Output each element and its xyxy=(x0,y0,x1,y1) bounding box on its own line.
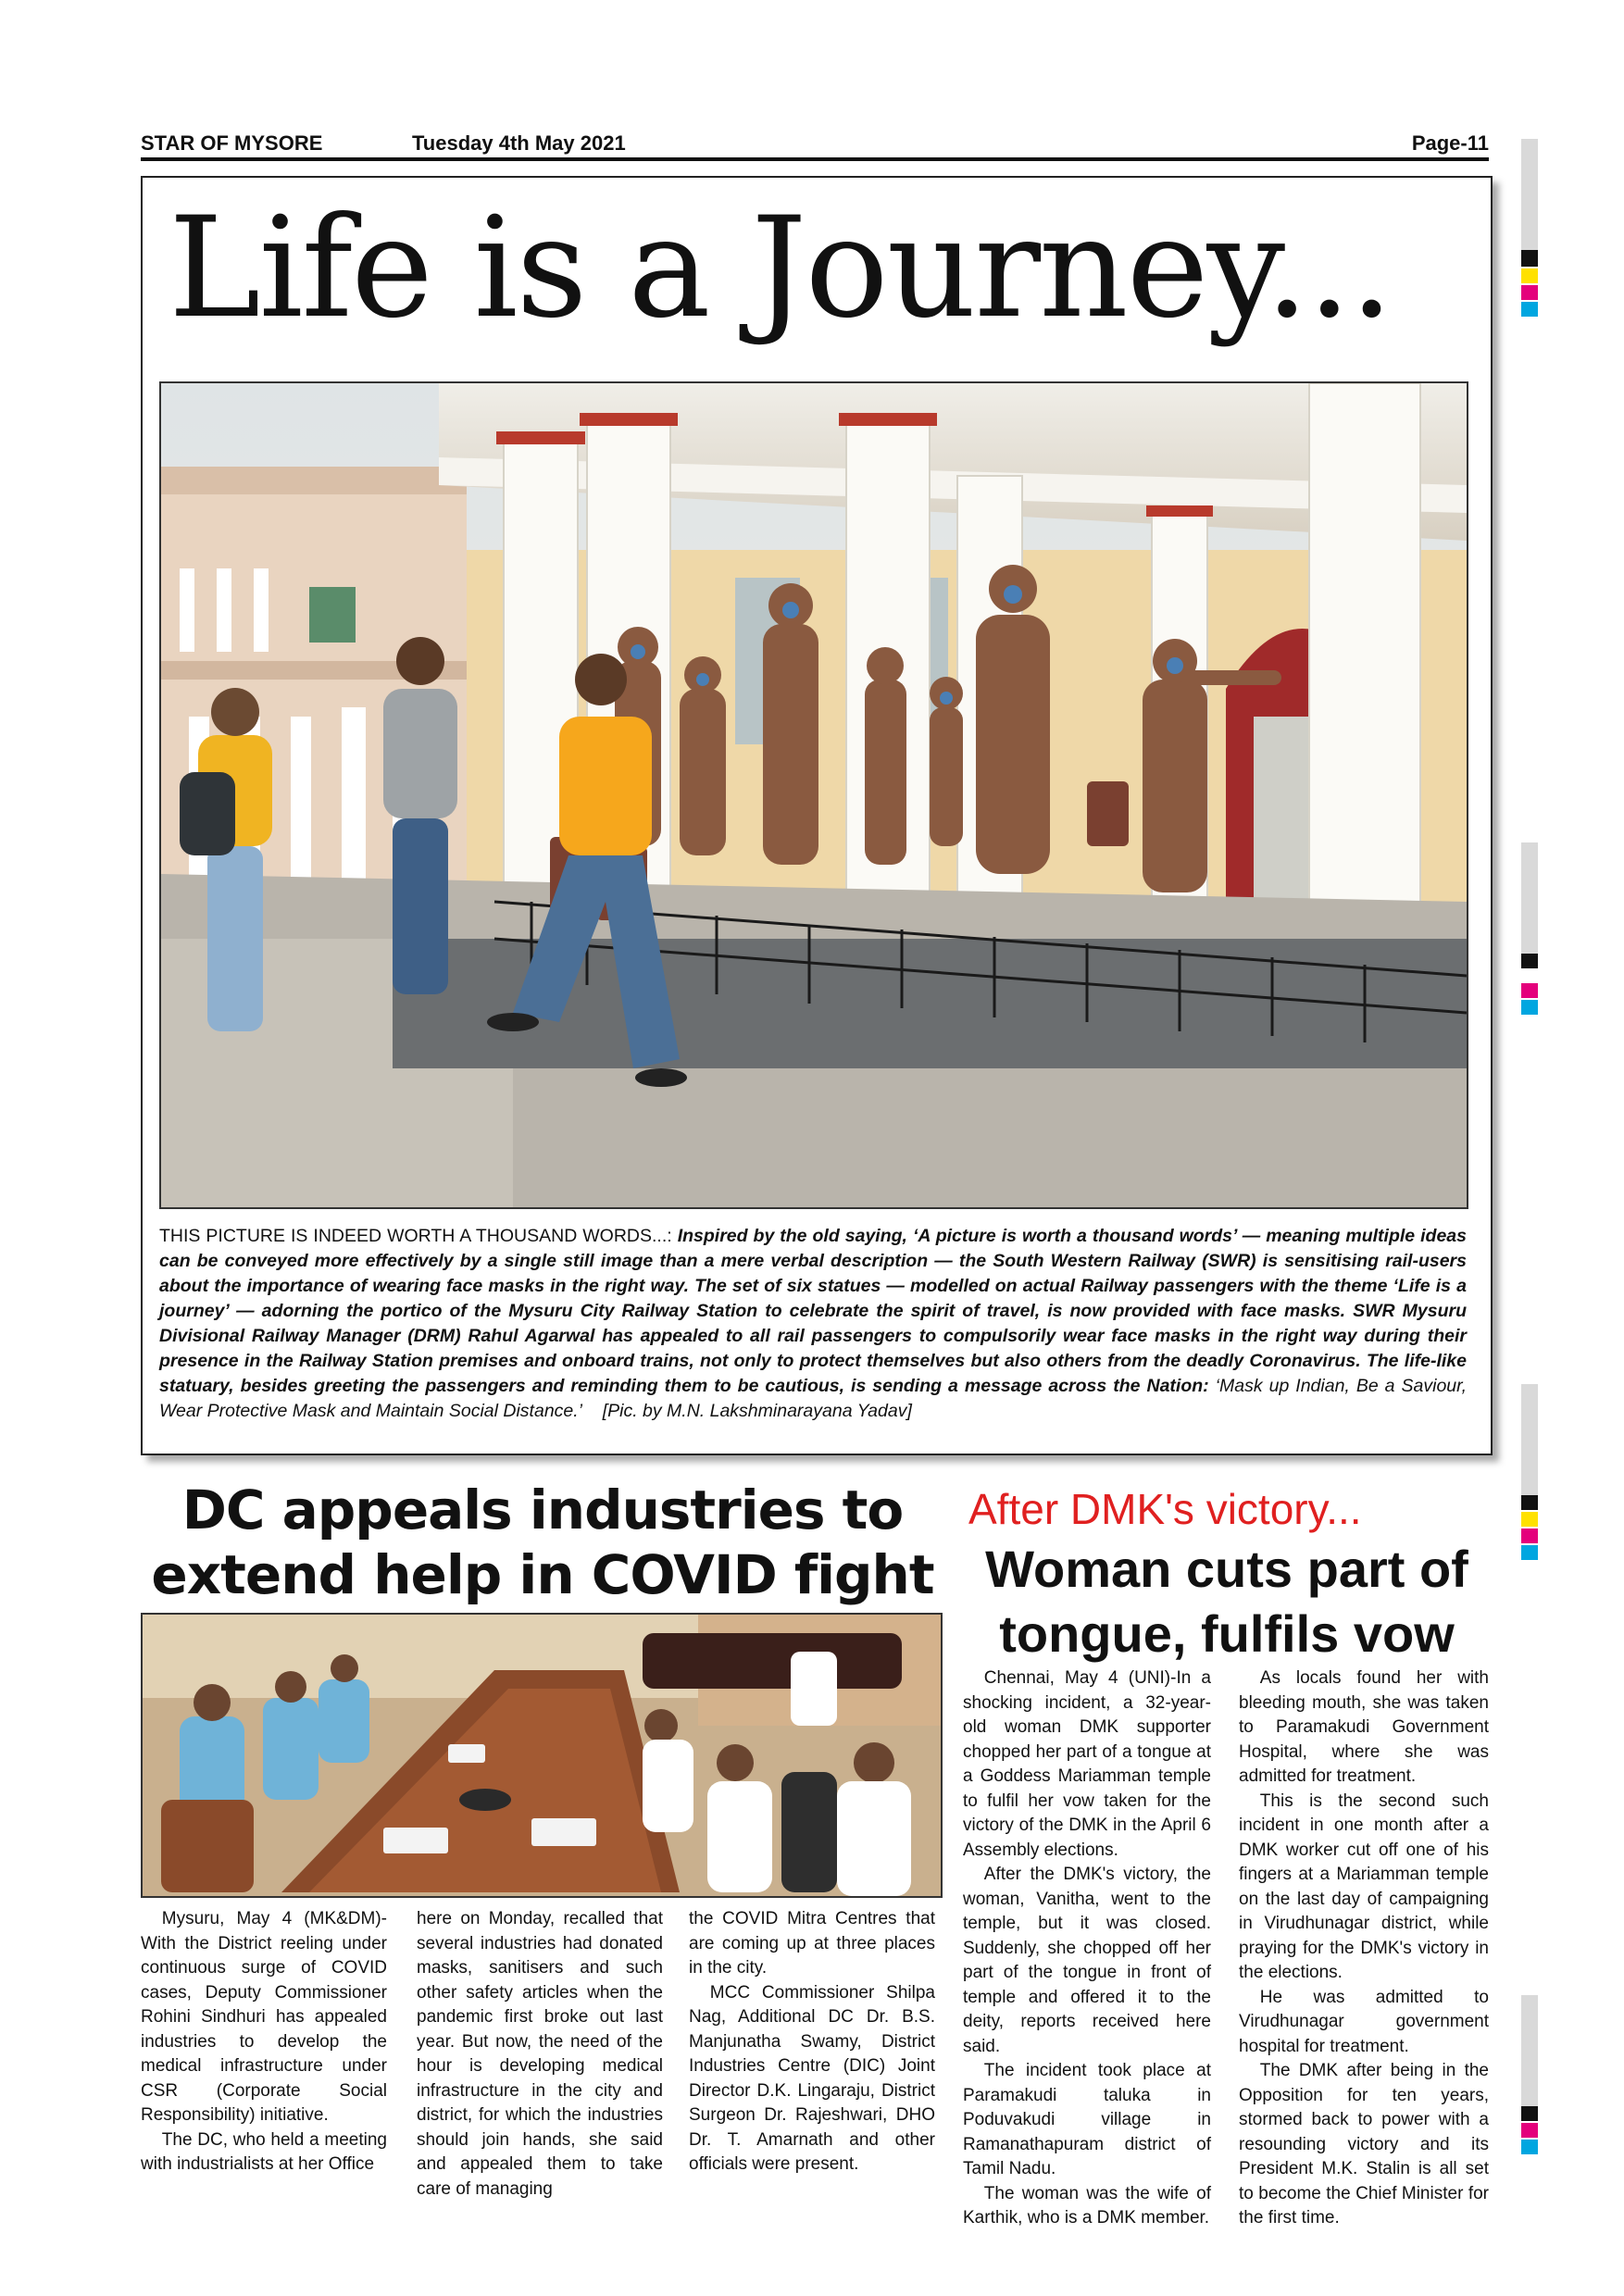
caption-lead: THIS PICTURE IS INDEED WORTH A THOUSAND WORDS...: xyxy=(159,1226,678,1246)
railway-station-statues-photo xyxy=(159,381,1468,1209)
dc-headline-line1: DC appeals industries to xyxy=(181,1479,904,1541)
dc-paragraph: Mysuru, May 4 (MK&DM)- With the District reeling under continuous surge of COVID cases, Deputy Commissioner Rohini Sindhuri has appealed industries to develop the medical infrastructure under CSR (Corporate Social Responsibility) initiative. xyxy=(141,1909,387,2125)
issue-date: Tuesday 4th May 2021 xyxy=(412,131,626,155)
print-mark-black xyxy=(1521,2106,1538,2121)
dmk-paragraph: The DMK after being in the Opposition for ten years, stormed back to power with a resounding victory and its President M.K. Stalin is all set to become the Chief Minister for the first time. xyxy=(1239,2061,1489,2227)
print-mark-cyan xyxy=(1521,2140,1538,2154)
print-bar-grey xyxy=(1521,1995,1538,2106)
feature-headline: Life is a Journey... xyxy=(169,188,1393,349)
print-mark-magenta xyxy=(1521,2123,1538,2138)
print-mark-cyan xyxy=(1521,1545,1538,1560)
masthead-rule xyxy=(141,157,1489,161)
dmk-story-column-2 xyxy=(1239,1666,1489,2231)
photo-caption xyxy=(159,1224,1467,1424)
print-mark-black xyxy=(1521,1495,1538,1510)
print-mark-magenta xyxy=(1521,285,1538,300)
newspaper-name: STAR OF MYSORE xyxy=(141,131,323,155)
dmk-paragraph: The incident took place at Paramakudi taluka in Poduvakudi village in Ramanathapuram district of Tamil Nadu. xyxy=(963,2061,1211,2178)
dc-paragraph: MCC Commissioner Shilpa Nag, Additional DC Dr. B.S. Manjunatha Swamy, District Industries Centre (DIC) Joint Director D.K. Lingaraju, District Surgeon Dr. Rajeshwari, DHO Dr. T. Amarnath and other officials were present. xyxy=(689,1982,935,2174)
photo-credit: [Pic. by M.N. Lakshminarayana Yadav] xyxy=(602,1401,912,1421)
dmk-story-column-1 xyxy=(963,1666,1211,2231)
dmk-headline-line1: Woman cuts part of xyxy=(985,1540,1468,1598)
print-mark-yellow xyxy=(1521,268,1538,283)
dmk-paragraph: The woman was the wife of Karthik, who is a DMK member. xyxy=(963,2183,1211,2227)
print-mark-black xyxy=(1521,250,1538,267)
dmk-paragraph: He was admitted to Virudhunagar government hospital for treatment. xyxy=(1239,1987,1489,2056)
print-mark-magenta xyxy=(1521,983,1538,998)
caption-body: Inspired by the old saying, ‘A picture is worth a thousand words’ — meaning multiple ideas can be conveyed more effectively by a single still image than a mere verbal description — the South Western Railway (SWR) is sensitising rail-users about the importance of wearing face masks in the right way. The set of six statues — modelled on actual Railway passengers with the theme ‘Life is a journey’ — adorning the portico of the Mysuru City Railway Station to celebrate the spirit of travel, is now provided with face masks. SWR Mysuru Divisional Railway Manager (DRM) Rahul Agarwal has appealed to all rail passengers to compulsorily wear face masks in the right way during their presence in the Railway Station premises and onboard trains, not only to protect themselves but also others from the deadly Coronavirus. The life-like statuary, besides greeting the passengers and reminding them to be cautious, is sending a message across the Nation: xyxy=(159,1226,1467,1396)
dc-story-column-1 xyxy=(141,1907,387,2177)
dc-story-column-2 xyxy=(417,1907,663,2202)
print-bar-grey xyxy=(1521,139,1538,250)
dmk-paragraph: As locals found her with bleeding mouth, she was taken to Paramakudi Government Hospital, where she was admitted for treatment. xyxy=(1239,1668,1489,1786)
print-mark-yellow xyxy=(1521,1512,1538,1527)
page-number: Page-11 xyxy=(1411,131,1489,155)
dc-story-headline xyxy=(141,1478,944,1607)
dmk-headline-line2: tongue, fulfils vow xyxy=(999,1604,1455,1663)
print-bar-grey xyxy=(1521,842,1538,954)
dc-paragraph: the COVID Mitra Centres that are coming up at three places in the city. xyxy=(689,1909,935,1978)
print-mark-magenta xyxy=(1521,1529,1538,1543)
print-mark-cyan xyxy=(1521,1000,1538,1015)
dmk-paragraph: This is the second such incident in one month after a DMK worker cut off one of his fingers at a Mariamman temple on the last day of campaigning in Virudhunagar district, while praying for the DMK's victory in the elections. xyxy=(1239,1791,1489,1982)
dmk-story-headline xyxy=(963,1537,1491,1666)
print-bar-grey xyxy=(1521,1384,1538,1495)
caption-quote: ‘Mask up Indian, Be a Saviour, Wear Protective Mask and Maintain Social Distance.’ xyxy=(159,1376,1467,1421)
dc-paragraph: here on Monday, recalled that several industries had donated masks, sanitisers and such other safety articles when the pandemic first broke out last year. But now, the need of the hour is developing medical infrastructure in the city and district, for which the industries should join hands, she said and appealed them to take care of managing xyxy=(417,1909,663,2199)
dmk-kicker: After DMK's victory... xyxy=(968,1485,1362,1533)
dc-paragraph: The DC, who held a meeting with industrialists at her Office xyxy=(141,2129,387,2174)
dc-story-column-3 xyxy=(689,1907,935,2177)
dmk-paragraph: After the DMK's victory, the woman, Vanitha, went to the temple, but it was closed. Suddenly, she chopped off her part of the tongue in front of temple and offered it to the deity, reports received here said. xyxy=(963,1865,1211,2056)
dc-headline-line2: extend help in COVID fight xyxy=(151,1543,934,1606)
dc-meeting-photo xyxy=(141,1613,943,1898)
dmk-paragraph: Chennai, May 4 (UNI)-In a shocking incident, a 32-year-old woman DMK supporter chopped her part of a tongue at a Goddess Mariamman temple to fulfil her vow taken for the victory of the DMK in the April 6 Assembly elections. xyxy=(963,1668,1211,1860)
print-mark-black xyxy=(1521,954,1538,968)
print-mark-cyan xyxy=(1521,302,1538,317)
